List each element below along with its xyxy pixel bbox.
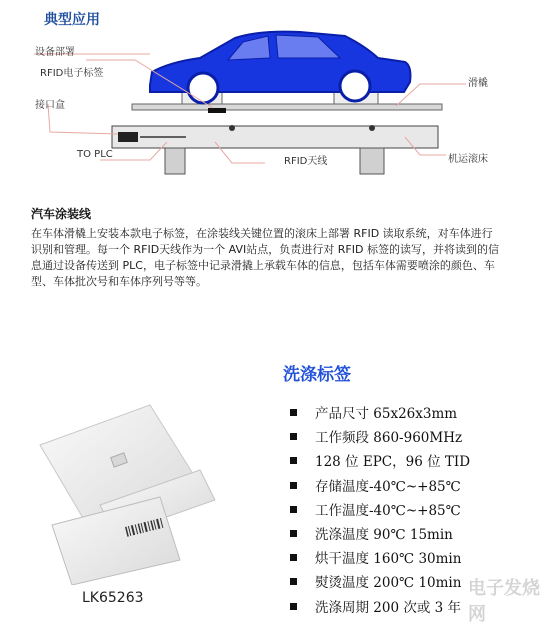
rfid-tag-label: RFID电子标签 xyxy=(40,68,104,79)
bullet-icon xyxy=(290,457,297,464)
description-title: 汽车涂装线 xyxy=(31,207,92,221)
spec-item: 熨烫温度 200℃ 10min xyxy=(290,571,470,595)
bullet-icon xyxy=(290,578,297,585)
to-plc-label: TO PLC xyxy=(77,149,113,160)
paint-line-diagram xyxy=(0,0,548,200)
roller-bed-label: 机运滚床 xyxy=(448,154,488,165)
watermark: 电子发烧网 xyxy=(468,578,540,625)
bullet-icon xyxy=(290,433,297,440)
equipment-label: 设备部署 xyxy=(35,47,75,58)
rfid-antenna-label: RFID天线 xyxy=(284,156,328,167)
spec-item: 洗涤周期 200 次或 3 年 xyxy=(290,596,470,620)
spec-item: 128 位 EPC，96 位 TID xyxy=(290,450,470,474)
description-body: 在车体滑橇上安装本款电子标签，在涂装线关键位置的滚床上部署 RFID 读取系统，对车体进行识别和管理。每一个 RFID天线作为一个 AVI站点，负责进行对 RFID 标签的读写，并将读到的信息通过设备传送到 PLC，电子标签中记录滑撬上承载车体的信息，包括车体需要喷涂的颜色、车型、车体批次号和车体序列号等等。 xyxy=(31,227,499,288)
wash-tag-photo xyxy=(30,385,250,585)
bullet-icon xyxy=(290,554,297,561)
bullet-icon xyxy=(290,506,297,513)
bullet-icon xyxy=(290,482,297,489)
interface-box-label: 接口盒 xyxy=(35,100,65,111)
bullet-icon xyxy=(290,603,297,610)
spec-list xyxy=(290,402,470,620)
spec-item: 烘干温度 160℃ 30min xyxy=(290,547,470,571)
spec-item: 工作频段 860-960MHz xyxy=(290,426,470,450)
product-title: 洗涤标签 xyxy=(283,365,351,385)
spec-item: 存储温度-40℃~+85℃ xyxy=(290,475,470,499)
spec-item: 工作温度-40℃~+85℃ xyxy=(290,499,470,523)
spec-item: 洗涤温度 90℃ 15min xyxy=(290,523,470,547)
wash-tag-front xyxy=(52,497,180,585)
section-title: 典型应用 xyxy=(44,12,100,28)
bullet-icon xyxy=(290,530,297,537)
bullet-icon xyxy=(290,409,297,416)
skid-label: 滑橇 xyxy=(468,78,488,89)
roller-bed xyxy=(112,125,438,174)
product-model: LK65263 xyxy=(82,590,144,606)
spec-item: 产品尺寸 65x26x3mm xyxy=(290,402,470,426)
